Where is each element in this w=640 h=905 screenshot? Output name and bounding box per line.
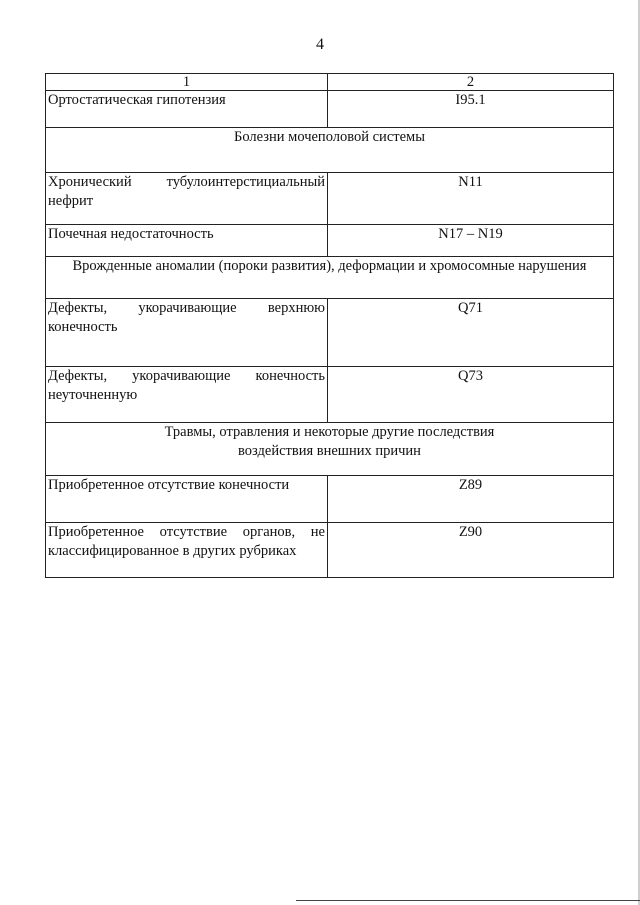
diagnosis-code: N11 [328, 173, 614, 225]
column-header-1: 1 [46, 74, 328, 91]
table-header-row [46, 74, 614, 91]
section-row [46, 257, 614, 299]
diagnosis-code: N17 – N19 [328, 225, 614, 257]
column-header-2: 2 [328, 74, 614, 91]
diagnosis-term: Почечная недостаточность [46, 225, 328, 257]
section-title-line: воздействия внешних причин [238, 443, 421, 459]
diagnosis-term: Дефекты, укорачивающие конечность неуточненную [46, 367, 328, 423]
section-row [46, 423, 614, 476]
section-title [46, 423, 614, 476]
table-row [46, 299, 614, 367]
diagnosis-term: Хронический тубулоинтерстициальный нефрит [46, 173, 328, 225]
table-row [46, 367, 614, 423]
diagnosis-table [45, 73, 614, 578]
table-row [46, 91, 614, 128]
diagnosis-code: Q71 [328, 299, 614, 367]
diagnosis-code: Z89 [328, 476, 614, 523]
diagnosis-term: Приобретенное отсутствие конечности [46, 476, 328, 523]
diagnosis-term: Приобретенное отсутствие органов, не классифицированное в других рубриках [46, 523, 328, 578]
diagnosis-code: I95.1 [328, 91, 614, 128]
table-row [46, 173, 614, 225]
section-title: Врожденные аномалии (пороки развития), деформации и хромосомные нарушения [46, 257, 614, 299]
table-row [46, 476, 614, 523]
table-row [46, 523, 614, 578]
diagnosis-term: Ортостатическая гипотензия [46, 91, 328, 128]
diagnosis-code: Q73 [328, 367, 614, 423]
scan-edge-line [296, 900, 640, 901]
page-number: 4 [316, 36, 324, 53]
table-row [46, 225, 614, 257]
diagnosis-code: Z90 [328, 523, 614, 578]
section-row [46, 128, 614, 173]
section-title: Болезни мочеполовой системы [46, 128, 614, 173]
section-title-line: Травмы, отравления и некоторые другие последствия [164, 424, 495, 440]
diagnosis-term: Дефекты, укорачивающие верхнюю конечность [46, 299, 328, 367]
